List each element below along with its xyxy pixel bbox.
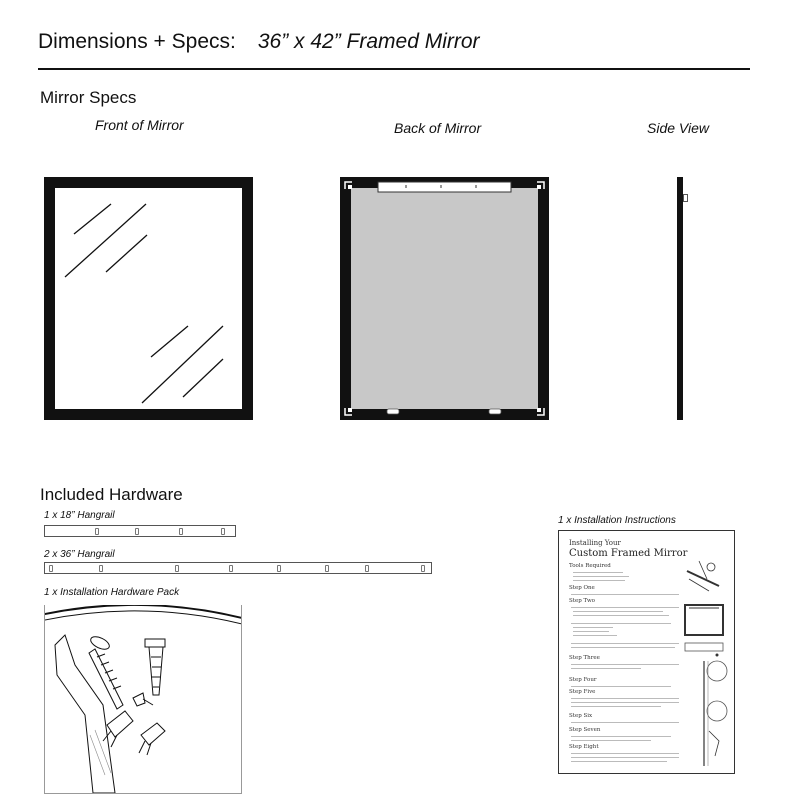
sheet-step-3: Step Three: [569, 655, 600, 661]
front-of-mirror-label: Front of Mirror: [95, 117, 184, 133]
side-cleat: [683, 194, 688, 202]
step-mirror-icon: [685, 605, 723, 635]
tools-icon: [687, 561, 719, 591]
side-view-label: Side View: [647, 120, 710, 136]
mirror-front-drawing: [44, 177, 253, 420]
mirror-specs-heading: Mirror Specs: [40, 88, 137, 107]
back-hardware: [340, 177, 549, 420]
wrench-icon: [55, 635, 115, 793]
sheet-illustrations: [559, 531, 734, 773]
mirror-back-drawing: [340, 177, 549, 420]
sheet-step-8: Step Eight: [569, 744, 599, 750]
plastic-anchor-icon-2: [139, 723, 165, 755]
title-subtitle: 36” x 42” Framed Mirror: [257, 30, 480, 53]
small-screw-icon: [133, 693, 153, 706]
detail-circle-icon: [707, 661, 727, 681]
hardware-pack-drawing: [44, 605, 242, 794]
instructions-label: 1 x Installation Instructions: [558, 515, 676, 526]
hardware-pack-items: [45, 605, 241, 793]
glass-reflection-lines: [44, 177, 253, 420]
long-hangrail-drawing: [44, 562, 432, 574]
included-hardware-heading: Included Hardware: [40, 485, 183, 504]
sheet-step-4: Step Four: [569, 677, 597, 683]
instructions-sheet-drawing: [558, 530, 735, 774]
sheet-step-5: Step Five: [569, 689, 596, 695]
page-title: [38, 30, 480, 54]
sheet-tools-heading: Tools Required: [569, 563, 611, 569]
long-hangrail-label: 2 x 36” Hangrail: [44, 549, 115, 560]
wall-anchor-icon: [145, 639, 165, 695]
sheet-step-1: Step One: [569, 585, 595, 591]
mirror-side-view: [677, 177, 683, 420]
sheet-heading-line2: Custom Framed Mirror: [569, 548, 688, 559]
title-divider: [38, 68, 750, 70]
sheet-step-7: Step Seven: [569, 727, 601, 733]
back-hangrail: [378, 182, 511, 192]
sheet-heading-line1: Installing Your: [569, 539, 621, 547]
short-hangrail-label: 1 x 18” Hangrail: [44, 510, 115, 521]
back-of-mirror-label: Back of Mirror: [394, 120, 482, 136]
sheet-step-6: Step Six: [569, 713, 593, 719]
hardware-pack-label: 1 x Installation Hardware Pack: [44, 587, 180, 598]
sheet-step-2: Step Two: [569, 598, 595, 604]
short-hangrail-drawing: [44, 525, 236, 537]
title-text: Dimensions + Specs:: [38, 30, 236, 53]
